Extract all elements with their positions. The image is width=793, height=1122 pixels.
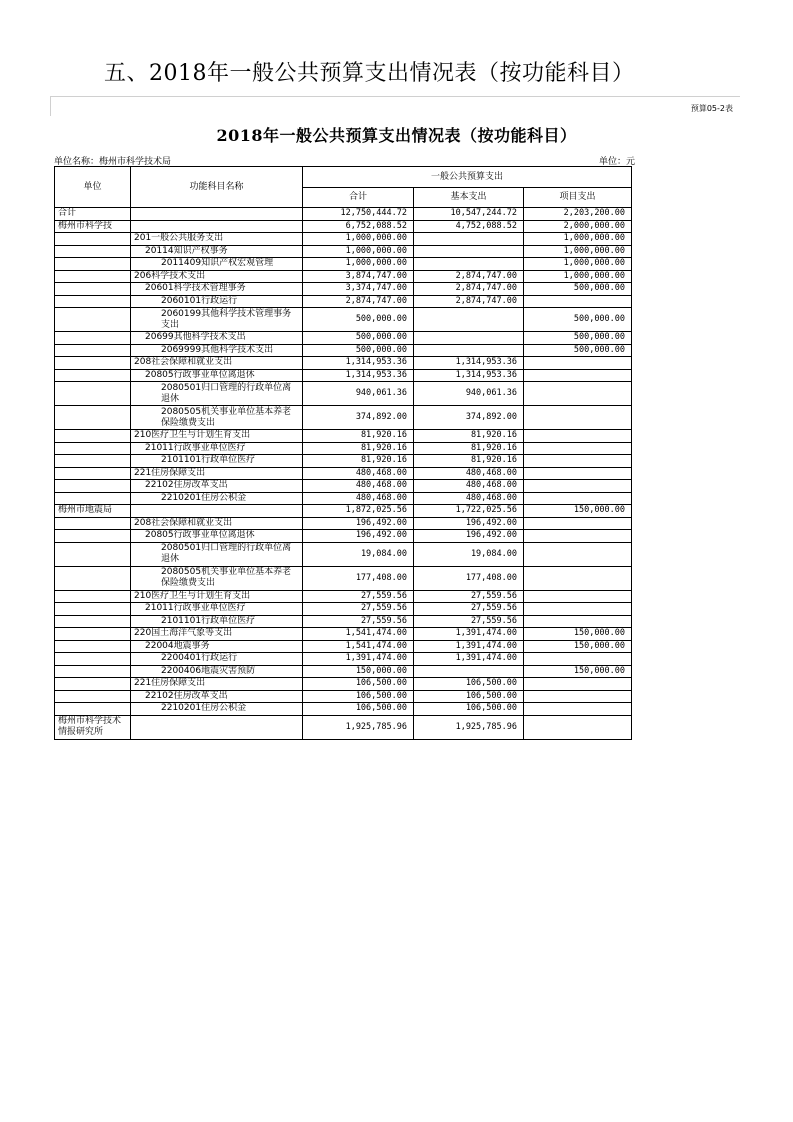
- cell-subject: 21011行政事业单位医疗: [131, 603, 303, 616]
- cell-unit: [55, 357, 131, 370]
- cell-basic: 2,874,747.00: [414, 295, 524, 308]
- table-row: [55, 665, 632, 678]
- cell-basic: [414, 308, 524, 332]
- table-row: [55, 505, 632, 518]
- header-basic: 基本支出: [414, 188, 524, 208]
- cell-unit: [55, 295, 131, 308]
- cell-total: 1,541,474.00: [303, 640, 414, 653]
- cell-total: 1,000,000.00: [303, 233, 414, 246]
- cell-total: 374,892.00: [303, 406, 414, 430]
- table-row: [55, 442, 632, 455]
- table-row: [55, 590, 632, 603]
- cell-subject: 22102住房改革支出: [131, 480, 303, 493]
- cell-basic: 1,391,474.00: [414, 640, 524, 653]
- cell-subject: 20601科学技术管理事务: [131, 283, 303, 296]
- cell-total: 1,391,474.00: [303, 653, 414, 666]
- cell-total: 81,920.16: [303, 442, 414, 455]
- cell-unit: [55, 690, 131, 703]
- cell-unit: [55, 270, 131, 283]
- cell-unit: [55, 344, 131, 357]
- sheet-gridline-vertical: [50, 96, 51, 116]
- cell-basic: 81,920.16: [414, 442, 524, 455]
- cell-subject: 2060101行政运行: [131, 295, 303, 308]
- cell-project: 150,000.00: [524, 505, 632, 518]
- cell-project: 150,000.00: [524, 628, 632, 641]
- cell-subject: 210医疗卫生与计划生育支出: [131, 590, 303, 603]
- cell-project: 150,000.00: [524, 640, 632, 653]
- cell-project: 1,000,000.00: [524, 258, 632, 271]
- cell-subject: [131, 505, 303, 518]
- cell-project: 1,000,000.00: [524, 245, 632, 258]
- cell-unit: [55, 480, 131, 493]
- cell-total: 106,500.00: [303, 703, 414, 716]
- cell-basic: 4,752,088.52: [414, 220, 524, 233]
- cell-total: 27,559.56: [303, 603, 414, 616]
- table-row: [55, 455, 632, 468]
- cell-basic: 2,874,747.00: [414, 283, 524, 296]
- table-row: [55, 467, 632, 480]
- cell-basic: [414, 344, 524, 357]
- cell-unit: [55, 492, 131, 505]
- cell-unit: [55, 430, 131, 443]
- cell-unit: [55, 603, 131, 616]
- cell-basic: [414, 665, 524, 678]
- cell-unit: [55, 653, 131, 666]
- cell-basic: [414, 258, 524, 271]
- cell-subject: 22004地震事务: [131, 640, 303, 653]
- cell-unit: [55, 615, 131, 628]
- cell-subject: 2101101行政单位医疗: [131, 615, 303, 628]
- cell-basic: 2,874,747.00: [414, 270, 524, 283]
- unit-name: 单位名称：梅州市科学技术局: [54, 157, 172, 167]
- cell-unit: [55, 517, 131, 530]
- cell-basic: 177,408.00: [414, 566, 524, 590]
- cell-total: 27,559.56: [303, 590, 414, 603]
- cell-project: [524, 566, 632, 590]
- table-title: 2018年一般公共预算支出情况表（按功能科目）: [216, 126, 577, 145]
- cell-subject: 20805行政事业单位离退休: [131, 369, 303, 382]
- cell-project: [524, 467, 632, 480]
- cell-project: [524, 690, 632, 703]
- cell-project: [524, 406, 632, 430]
- cell-project: [524, 480, 632, 493]
- table-row: [55, 603, 632, 616]
- cell-total: 1,314,953.36: [303, 369, 414, 382]
- cell-basic: 1,391,474.00: [414, 653, 524, 666]
- cell-project: [524, 455, 632, 468]
- cell-project: 1,000,000.00: [524, 233, 632, 246]
- cell-total: 500,000.00: [303, 308, 414, 332]
- table-row: [55, 615, 632, 628]
- cell-subject: 20114知识产权事务: [131, 245, 303, 258]
- cell-basic: 480,468.00: [414, 492, 524, 505]
- cell-project: 1,000,000.00: [524, 270, 632, 283]
- table-row: [55, 382, 632, 406]
- cell-unit: [55, 703, 131, 716]
- cell-total: 19,084.00: [303, 542, 414, 566]
- table-row: [55, 258, 632, 271]
- table-row: [55, 703, 632, 716]
- cell-basic: 1,314,953.36: [414, 357, 524, 370]
- cell-total: 196,492.00: [303, 530, 414, 543]
- table-row: [55, 308, 632, 332]
- header-project: 项目支出: [524, 188, 632, 208]
- cell-unit: [55, 308, 131, 332]
- cell-project: 500,000.00: [524, 308, 632, 332]
- cell-project: [524, 653, 632, 666]
- cell-subject: 2200406地震灾害预防: [131, 665, 303, 678]
- cell-unit: [55, 245, 131, 258]
- cell-basic: 81,920.16: [414, 430, 524, 443]
- cell-basic: 10,547,244.72: [414, 208, 524, 221]
- cell-total: 480,468.00: [303, 480, 414, 493]
- table-row: [55, 369, 632, 382]
- table-row: [55, 357, 632, 370]
- cell-total: 150,000.00: [303, 665, 414, 678]
- cell-basic: 940,061.36: [414, 382, 524, 406]
- cell-project: [524, 590, 632, 603]
- cell-total: 1,000,000.00: [303, 245, 414, 258]
- page-heading: 五、2018年一般公共预算支出情况表（按功能科目）: [104, 61, 635, 86]
- cell-project: 150,000.00: [524, 665, 632, 678]
- cell-total: 81,920.16: [303, 455, 414, 468]
- cell-unit: [55, 542, 131, 566]
- cell-basic: 480,468.00: [414, 480, 524, 493]
- cell-total: 3,374,747.00: [303, 283, 414, 296]
- cell-project: 2,000,000.00: [524, 220, 632, 233]
- header-total: 合计: [303, 188, 414, 208]
- cell-project: [524, 603, 632, 616]
- cell-unit: [55, 566, 131, 590]
- cell-project: [524, 442, 632, 455]
- cell-subject: 2080505机关事业单位基本养老保险缴费支出: [131, 406, 303, 430]
- cell-basic: 196,492.00: [414, 530, 524, 543]
- cell-basic: 1,722,025.56: [414, 505, 524, 518]
- cell-subject: 206科学技术支出: [131, 270, 303, 283]
- cell-project: [524, 678, 632, 691]
- cell-project: [524, 492, 632, 505]
- cell-total: 1,872,025.56: [303, 505, 414, 518]
- header-subject: 功能科目名称: [131, 167, 303, 208]
- cell-subject: 2101101行政单位医疗: [131, 455, 303, 468]
- table-row: [55, 295, 632, 308]
- table-row: [55, 715, 632, 739]
- cell-basic: 106,500.00: [414, 703, 524, 716]
- cell-subject: 2210201住房公积金: [131, 492, 303, 505]
- table-row: [55, 517, 632, 530]
- cell-unit: [55, 530, 131, 543]
- form-code: 预算05-2表: [690, 104, 733, 113]
- cell-unit: [55, 455, 131, 468]
- cell-unit: 合计: [55, 208, 131, 221]
- cell-project: [524, 382, 632, 406]
- cell-basic: 81,920.16: [414, 455, 524, 468]
- cell-total: 106,500.00: [303, 690, 414, 703]
- cell-subject: 2080501归口管理的行政单位离退休: [131, 382, 303, 406]
- cell-subject: 201一般公共服务支出: [131, 233, 303, 246]
- table-row: [55, 430, 632, 443]
- table-row: [55, 492, 632, 505]
- cell-project: [524, 357, 632, 370]
- cell-total: 196,492.00: [303, 517, 414, 530]
- table-row: [55, 332, 632, 345]
- table-body: [55, 208, 632, 740]
- cell-subject: 208社会保障和就业支出: [131, 357, 303, 370]
- cell-unit: [55, 382, 131, 406]
- cell-total: 81,920.16: [303, 430, 414, 443]
- cell-unit: 梅州市地震局: [55, 505, 131, 518]
- cell-subject: 2060199其他科学技术管理事务支出: [131, 308, 303, 332]
- budget-table: [54, 166, 632, 740]
- cell-unit: [55, 467, 131, 480]
- cell-subject: 2080505机关事业单位基本养老保险缴费支出: [131, 566, 303, 590]
- cell-subject: [131, 715, 303, 739]
- table-row: [55, 245, 632, 258]
- cell-project: [524, 615, 632, 628]
- cell-subject: 2011409知识产权宏观管理: [131, 258, 303, 271]
- cell-basic: 196,492.00: [414, 517, 524, 530]
- cell-subject: 220国土海洋气象等支出: [131, 628, 303, 641]
- table-row: [55, 653, 632, 666]
- cell-project: 2,203,200.00: [524, 208, 632, 221]
- cell-basic: [414, 332, 524, 345]
- sheet-gridline: [50, 96, 740, 97]
- cell-total: 1,314,953.36: [303, 357, 414, 370]
- table-row: [55, 208, 632, 221]
- cell-project: 500,000.00: [524, 283, 632, 296]
- cell-project: 500,000.00: [524, 344, 632, 357]
- cell-unit: [55, 283, 131, 296]
- cell-project: 500,000.00: [524, 332, 632, 345]
- cell-subject: [131, 220, 303, 233]
- cell-subject: 210医疗卫生与计划生育支出: [131, 430, 303, 443]
- cell-unit: [55, 369, 131, 382]
- cell-unit: [55, 332, 131, 345]
- table-row: [55, 640, 632, 653]
- table-row: [55, 566, 632, 590]
- cell-subject: 2200401行政运行: [131, 653, 303, 666]
- currency-unit-label: 单位：元: [598, 157, 635, 167]
- cell-basic: 1,314,953.36: [414, 369, 524, 382]
- cell-unit: [55, 628, 131, 641]
- cell-unit: [55, 406, 131, 430]
- cell-subject: 22102住房改革支出: [131, 690, 303, 703]
- cell-unit: [55, 258, 131, 271]
- cell-total: 480,468.00: [303, 467, 414, 480]
- cell-total: 6,752,088.52: [303, 220, 414, 233]
- header-group: 一般公共预算支出: [303, 167, 632, 188]
- table-row: [55, 530, 632, 543]
- cell-basic: 27,559.56: [414, 590, 524, 603]
- table-row: [55, 406, 632, 430]
- header-unit: 单位: [55, 167, 131, 208]
- cell-total: 1,925,785.96: [303, 715, 414, 739]
- cell-project: [524, 369, 632, 382]
- cell-subject: 2080501归口管理的行政单位离退休: [131, 542, 303, 566]
- cell-basic: 19,084.00: [414, 542, 524, 566]
- cell-basic: 27,559.56: [414, 615, 524, 628]
- cell-subject: 208社会保障和就业支出: [131, 517, 303, 530]
- cell-subject: 21011行政事业单位医疗: [131, 442, 303, 455]
- cell-project: [524, 517, 632, 530]
- cell-total: 2,874,747.00: [303, 295, 414, 308]
- cell-total: 940,061.36: [303, 382, 414, 406]
- cell-total: 3,874,747.00: [303, 270, 414, 283]
- table-row: [55, 220, 632, 233]
- cell-basic: 374,892.00: [414, 406, 524, 430]
- table-row: [55, 542, 632, 566]
- cell-unit: [55, 590, 131, 603]
- cell-project: [524, 295, 632, 308]
- cell-total: 27,559.56: [303, 615, 414, 628]
- cell-basic: 27,559.56: [414, 603, 524, 616]
- table-row: [55, 678, 632, 691]
- table-row: [55, 233, 632, 246]
- cell-subject: 20699其他科学技术支出: [131, 332, 303, 345]
- cell-unit: [55, 678, 131, 691]
- table-row: [55, 270, 632, 283]
- cell-subject: [131, 208, 303, 221]
- cell-project: [524, 530, 632, 543]
- cell-basic: 1,391,474.00: [414, 628, 524, 641]
- cell-subject: 221住房保障支出: [131, 467, 303, 480]
- cell-basic: 106,500.00: [414, 690, 524, 703]
- cell-basic: 106,500.00: [414, 678, 524, 691]
- cell-unit: 梅州市科学技: [55, 220, 131, 233]
- cell-project: [524, 542, 632, 566]
- cell-unit: [55, 442, 131, 455]
- cell-total: 177,408.00: [303, 566, 414, 590]
- cell-project: [524, 703, 632, 716]
- cell-basic: 480,468.00: [414, 467, 524, 480]
- table-row: [55, 628, 632, 641]
- table-row: [55, 480, 632, 493]
- cell-unit: [55, 640, 131, 653]
- cell-unit: [55, 665, 131, 678]
- cell-basic: 1,925,785.96: [414, 715, 524, 739]
- cell-subject: 20805行政事业单位离退休: [131, 530, 303, 543]
- cell-subject: 2069999其他科学技术支出: [131, 344, 303, 357]
- cell-total: 500,000.00: [303, 344, 414, 357]
- cell-total: 1,000,000.00: [303, 258, 414, 271]
- cell-total: 500,000.00: [303, 332, 414, 345]
- table-row: [55, 283, 632, 296]
- cell-total: 12,750,444.72: [303, 208, 414, 221]
- cell-unit: [55, 233, 131, 246]
- cell-project: [524, 430, 632, 443]
- table-row: [55, 344, 632, 357]
- cell-total: 1,541,474.00: [303, 628, 414, 641]
- cell-unit: 梅州市科学技术情报研究所: [55, 715, 131, 739]
- cell-basic: [414, 245, 524, 258]
- cell-subject: 2210201住房公积金: [131, 703, 303, 716]
- table-row: [55, 690, 632, 703]
- cell-basic: [414, 233, 524, 246]
- cell-total: 480,468.00: [303, 492, 414, 505]
- cell-total: 106,500.00: [303, 678, 414, 691]
- cell-project: [524, 715, 632, 739]
- cell-subject: 221住房保障支出: [131, 678, 303, 691]
